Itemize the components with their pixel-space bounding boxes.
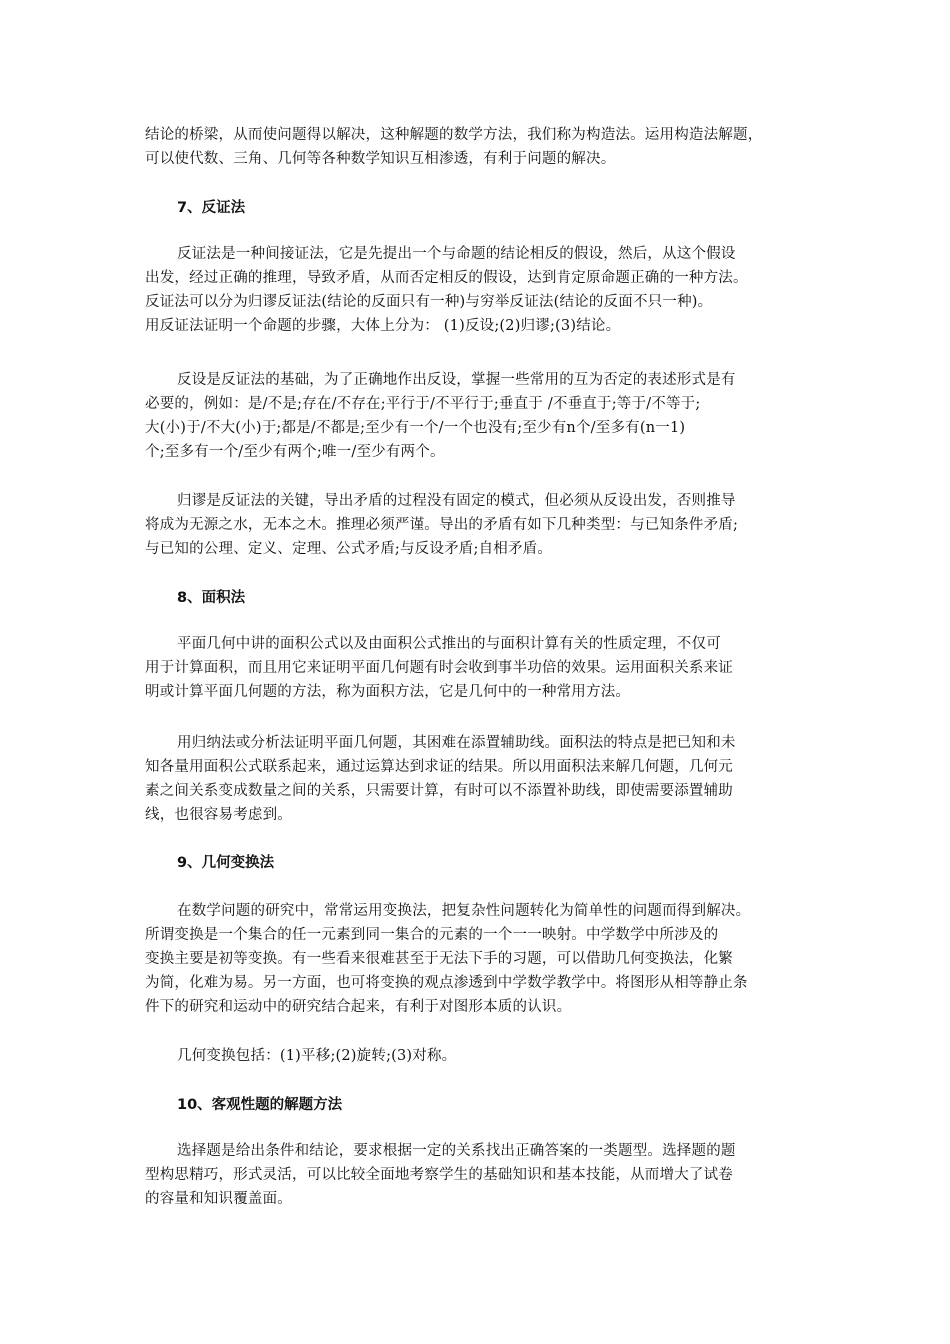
text-line: 的容量和知识覆盖面。 xyxy=(145,1191,292,1207)
text-line: 必要的，例如：是/不是;存在/不存在;平行于/不平行于;垂直于 /不垂直于;等于/不等于; xyxy=(145,396,701,412)
text-line: 出发，经过正确的推理，导致矛盾，从而否定相反的假设，达到肯定原命题正确的一种方法。 xyxy=(145,270,748,286)
text-line: 在数学问题的研究中，常常运用变换法，把复杂性问题转化为简单性的问题而得到解决。 xyxy=(177,903,751,919)
text-line: 变换主要是初等变换。有一些看来很难甚至于无法下手的习题，可以借助几何变换法，化繁 xyxy=(145,951,733,967)
paragraph-contradiction-assumption xyxy=(145,368,825,464)
text-line: 用归纳法或分析法证明平面几何题，其困难在添置辅助线。面积法的特点是把已知和未 xyxy=(177,735,736,751)
text-line: 平面几何中讲的面积公式以及由面积公式推出的与面积计算有关的性质定理，不仅可 xyxy=(177,636,721,652)
paragraph-area-method-intro xyxy=(145,632,825,704)
paragraph-contradiction-absurdity xyxy=(145,489,825,561)
text-line: 反设是反证法的基础，为了正确地作出反设，掌握一些常用的互为否定的表述形式是有 xyxy=(177,372,736,388)
text-line: 选择题是给出条件和结论，要求根据一定的关系找出正确答案的一类题型。选择题的题 xyxy=(177,1143,736,1159)
paragraph-transformation-method xyxy=(145,899,825,1019)
text-line: 件下的研究和运动中的研究结合起来，有利于对图形本质的认识。 xyxy=(145,999,572,1015)
paragraph-area-method-detail xyxy=(145,731,825,827)
text-line: 将成为无源之水，无本之木。推理必须严谨。导出的矛盾有如下几种类型：与已知条件矛盾; xyxy=(145,517,739,533)
text-line: 几何变换包括：(1)平移;(2)旋转;(3)对称。 xyxy=(177,1048,457,1064)
paragraph-construction-method-end xyxy=(145,123,825,171)
text-line: 为简，化难为易。另一方面，也可将变换的观点渗透到中学数学教学中。将图形从相等静止条 xyxy=(145,975,748,991)
section-heading-8: 8、面积法 xyxy=(177,590,246,606)
paragraph-contradiction-intro xyxy=(145,242,825,338)
section-heading-7: 7、反证法 xyxy=(177,200,246,216)
section-heading-10: 10、客观性题的解题方法 xyxy=(177,1097,343,1113)
text-line: 所谓变换是一个集合的任一元素到同一集合的元素的一个一一映射。中学数学中所涉及的 xyxy=(145,927,719,943)
text-line: 明或计算平面几何题的方法，称为面积方法，它是几何中的一种常用方法。 xyxy=(145,684,631,700)
text-line: 结论的桥梁，从而使问题得以解决，这种解题的数学方法，我们称为构造法。运用构造法解题， xyxy=(145,127,763,143)
text-line: 个;至多有一个/至少有两个;唯一/至少有两个。 xyxy=(145,444,445,460)
text-line: 用于计算面积，而且用它来证明平面几何题有时会收到事半功倍的效果。运用面积关系来证 xyxy=(145,660,733,676)
text-line: 与已知的公理、定义、定理、公式矛盾;与反设矛盾;自相矛盾。 xyxy=(145,541,553,557)
text-line: 线，也很容易考虑到。 xyxy=(145,807,292,823)
paragraph-transformation-types xyxy=(145,1044,825,1068)
text-line: 反证法是一种间接证法，它是先提出一个与命题的结论相反的假设，然后，从这个假设 xyxy=(177,246,736,262)
text-line: 型构思精巧，形式灵活，可以比较全面地考察学生的基础知识和基本技能，从而增大了试卷 xyxy=(145,1167,733,1183)
paragraph-objective-questions xyxy=(145,1139,825,1211)
text-line: 反证法可以分为归谬反证法(结论的反面只有一种)与穷举反证法(结论的反面不只一种)。 xyxy=(145,294,713,310)
text-line: 用反证法证明一个命题的步骤，大体上分为： (1)反设;(2)归谬;(3)结论。 xyxy=(145,318,621,334)
text-line: 可以使代数、三角、几何等各种数学知识互相渗透，有利于问题的解决。 xyxy=(145,151,616,167)
text-line: 素之间关系变成数量之间的关系，只需要计算，有时可以不添置补助线，即使需要添置辅助 xyxy=(145,783,733,799)
text-line: 知各量用面积公式联系起来，通过运算达到求证的结果。所以用面积法来解几何题，几何元 xyxy=(145,759,733,775)
text-line: 归谬是反证法的关键，导出矛盾的过程没有固定的模式，但必须从反设出发，否则推导 xyxy=(177,493,736,509)
text-line: 大(小)于/不大(小)于;都是/不都是;至少有一个/一个也没有;至少有n个/至多有(n一1) xyxy=(145,420,686,436)
section-heading-9: 9、几何变换法 xyxy=(177,855,275,871)
